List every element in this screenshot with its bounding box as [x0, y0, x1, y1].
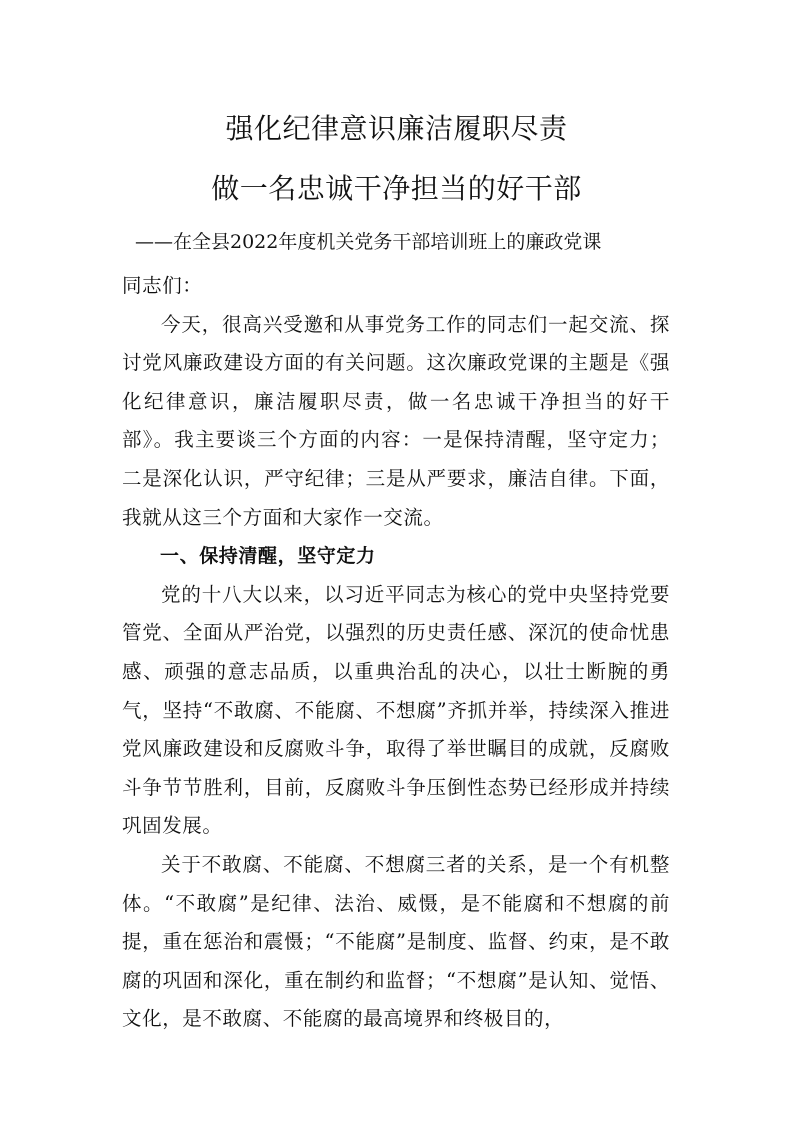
paragraph-relationship: 关于不敢腐、不能腐、不想腐三者的关系，是一个有机整体。“不敢腐”是纪律、法治、威慑，是不能腐和不想腐的前提，重在惩治和震慑；“不能腐”是制度、监督、约束，是不敢腐的巩固和深化，重在制约和监督；“不想腐”是认知、觉悟、文化，是不敢腐、不能腐的最高境界和终极目的，: [122, 852, 670, 1031]
paragraph-section-1: 党的十八大以来，以习近平同志为核心的党中央坚持党要管党、全面从严治党，以强烈的历史责任感、深沉的使命忧患感、顽强的意志品质，以重典治乱的决心，以壮士断腕的勇气，坚持“不敢腐、不能腐、不想腐”齐抓并举，持续深入推进党风廉政建设和反腐败斗争，取得了举世瞩目的成就，反腐败斗争节节胜利，目前，反腐败斗争压倒性态势已经形成并持续巩固发展。: [122, 582, 670, 838]
document-subtitle: ——在全县2022年度机关党务干部培训班上的廉政党课: [135, 231, 602, 253]
section-heading: 一、保持清醒，坚守定力: [160, 545, 376, 568]
salutation: 同志们：: [122, 274, 203, 297]
document-title-line-2: 做一名忠诚干净担当的好干部: [211, 172, 582, 205]
paragraph-intro: 今天，很高兴受邀和从事党务工作的同志们一起交流、探讨党风廉政建设方面的有关问题。这次廉政党课的主题是《强化纪律意识，廉洁履职尽责，做一名忠诚干净担当的好干部》。我主要谈三个方面的内容：一是保持清醒，坚守定力；二是深化认识，严守纪律；三是从严要求，廉洁自律。下面，我就从这三个方面和大家作一交流。: [122, 312, 670, 529]
document-body: [122, 267, 670, 1039]
document-title-line-1: 强化纪律意识廉洁履职尽责: [225, 112, 568, 145]
